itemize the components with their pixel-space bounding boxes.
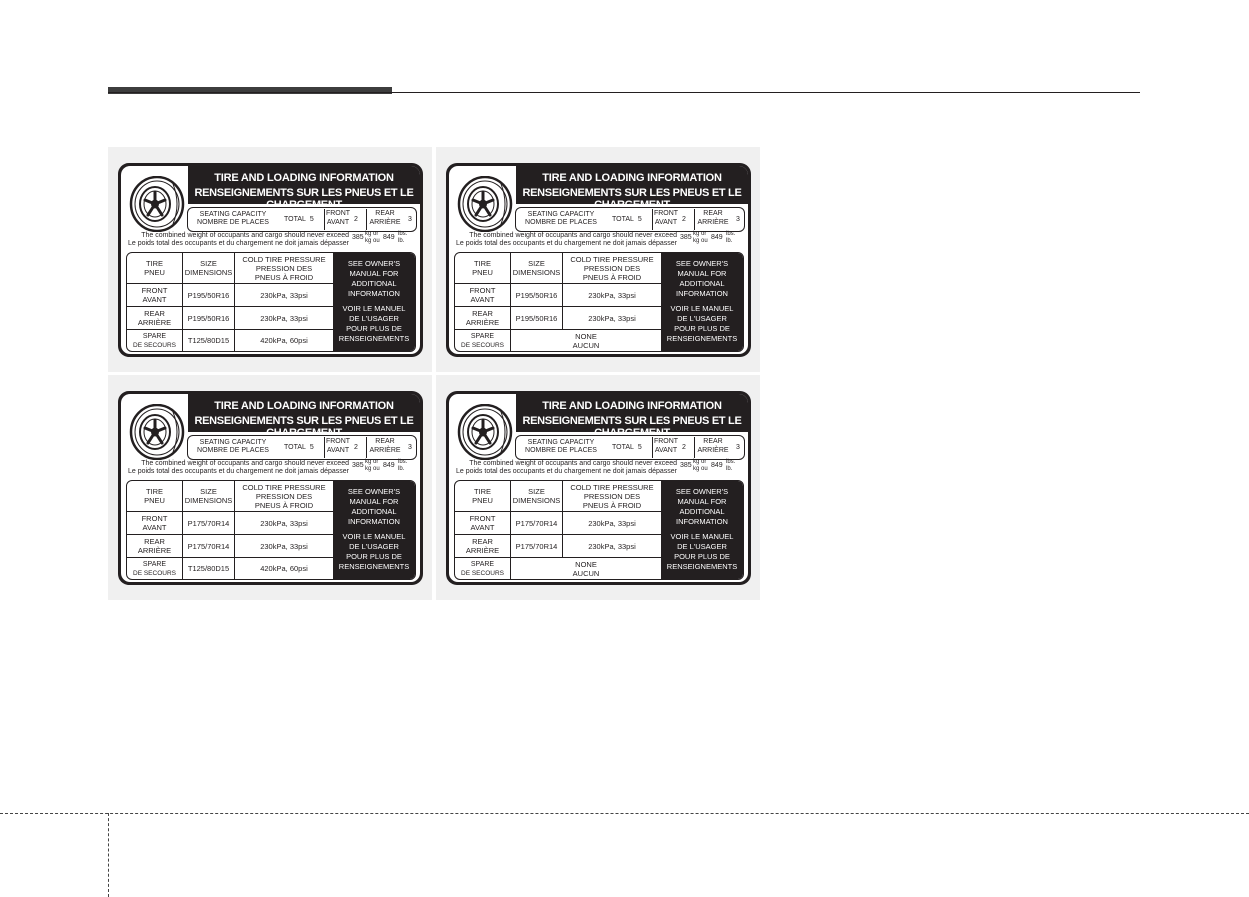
tire-pressure-table: [126, 480, 416, 580]
header-pressure: COLD TIRE PRESSURE PRESSION DES PNEUS À FROID: [562, 481, 661, 511]
spare-none-fr: AUCUN: [572, 340, 600, 350]
seating-total: TOTAL 5: [612, 216, 642, 223]
placard-body: [121, 166, 420, 354]
note-fr-line: RENSEIGNEMENTS: [666, 562, 738, 571]
row-position: [127, 283, 182, 306]
row-position: [455, 283, 510, 306]
weight-kg-unit: kg or kg ou: [365, 459, 380, 472]
header-size: SIZE DIMENSIONS: [510, 253, 562, 283]
row-size: P195/50R16: [510, 283, 562, 306]
title-fr: RENSEIGNEMENTS SUR LES PNEUS ET LE CHARGEMENT: [194, 415, 414, 439]
row-position: [127, 306, 182, 329]
row-position: [455, 511, 510, 534]
row-position-en: REAR: [144, 309, 165, 318]
note-fr-line: RENSEIGNEMENTS: [666, 334, 738, 343]
note-en: [661, 259, 743, 299]
weight-lb-unit: lbs. lb.: [726, 231, 736, 244]
row-position-en: SPARE: [470, 560, 495, 568]
row-position: [127, 511, 182, 534]
tire-wheel-icon: [129, 176, 185, 232]
row-position-fr: ARRIÈRE: [137, 318, 172, 327]
note-fr-line: DE L'USAGER: [677, 314, 727, 323]
note-en-line: INFORMATION: [348, 517, 400, 526]
weight-kg-value: 385: [352, 234, 364, 241]
note-fr: [661, 532, 743, 572]
row-position: [455, 557, 510, 579]
row-size: P175/70R14: [182, 511, 234, 534]
tire-label-panel: [108, 375, 432, 600]
weight-lb-value: 849: [711, 462, 723, 469]
note-fr: [333, 304, 415, 344]
spare-none-fr: AUCUN: [572, 568, 600, 578]
note-fr: [333, 532, 415, 572]
header-tire: TIRE PNEU: [472, 487, 493, 505]
title-fr: RENSEIGNEMENTS SUR LES PNEUS ET LE CHARGEMENT: [194, 187, 414, 211]
row-size: P175/70R14: [510, 534, 562, 557]
row-pressure: 230kPa, 33psi: [234, 283, 333, 306]
placard-title: [188, 394, 420, 439]
note-fr: [661, 304, 743, 344]
header-pressure: COLD TIRE PRESSURE PRESSION DES PNEUS À FROID: [234, 253, 333, 283]
placard-body: [121, 394, 420, 582]
note-fr-line: VOIR LE MANUEL: [342, 304, 406, 313]
tire-loading-placard: [446, 163, 751, 357]
note-fr-line: RENSEIGNEMENTS: [338, 562, 410, 571]
tire-loading-placard: [118, 391, 423, 585]
note-fr-line: POUR PLUS DE: [346, 552, 402, 561]
tire-wheel-icon: [129, 404, 185, 460]
note-fr-line: POUR PLUS DE: [674, 552, 730, 561]
row-position: [127, 534, 182, 557]
note-en: [333, 259, 415, 299]
seating-front-value: 2: [354, 216, 358, 223]
tire-pressure-table: [454, 480, 744, 580]
header-pressure: COLD TIRE PRESSURE PRESSION DES PNEUS À FROID: [234, 481, 333, 511]
row-spare-none: [510, 557, 661, 579]
header-pressure: COLD TIRE PRESSURE PRESSION DES PNEUS À FROID: [562, 253, 661, 283]
seating-rear-label: REAR ARRIÈRE: [366, 437, 403, 458]
note-en-line: INFORMATION: [676, 517, 728, 526]
seating-total: TOTAL 5: [284, 216, 314, 223]
tire-pressure-table: [126, 252, 416, 352]
note-en-line: MANUAL FOR: [349, 269, 399, 278]
row-position-fr: DE SECOURS: [461, 341, 504, 349]
header-rule: [108, 92, 1140, 93]
row-position-fr: AVANT: [142, 523, 167, 532]
row-position-en: REAR: [144, 537, 165, 546]
footer-dashed-rule: [0, 813, 1249, 814]
row-pressure: 230kPa, 33psi: [234, 511, 333, 534]
note-fr-line: VOIR LE MANUEL: [670, 532, 734, 541]
owners-manual-note: [661, 481, 743, 579]
row-position-fr: ARRIÈRE: [465, 546, 500, 555]
row-size: T125/80D15: [182, 329, 234, 351]
note-en-line: MANUAL FOR: [677, 497, 727, 506]
weight-lb-unit: lbs. lb.: [726, 459, 736, 472]
seating-rear-value: 3: [736, 444, 740, 451]
row-pressure: 420kPa, 60psi: [234, 557, 333, 579]
seating-capacity-box: [515, 207, 745, 232]
weight-limit-text: The combined weight of occupants and cargo should never exceed Le poids total des occupants et du chargement ne doit jamais dépasser: [455, 460, 677, 475]
seating-front-label: FRONT AVANT: [652, 437, 679, 458]
note-en-line: SEE OWNER'S: [675, 487, 729, 496]
header-size: SIZE DIMENSIONS: [182, 481, 234, 511]
row-pressure: 230kPa, 33psi: [562, 511, 661, 534]
note-en-line: SEE OWNER'S: [347, 259, 401, 268]
tire-loading-placard: [446, 391, 751, 585]
row-position-en: SPARE: [142, 560, 167, 568]
note-fr-line: VOIR LE MANUEL: [670, 304, 734, 313]
row-pressure: 230kPa, 33psi: [562, 283, 661, 306]
header-tire: TIRE PNEU: [144, 259, 165, 277]
tire-wheel-icon: [457, 176, 513, 232]
note-fr-line: DE L'USAGER: [349, 314, 399, 323]
note-fr-line: RENSEIGNEMENTS: [338, 334, 410, 343]
row-position-fr: ARRIÈRE: [137, 546, 172, 555]
row-position: [455, 306, 510, 329]
row-position: [455, 534, 510, 557]
note-en-line: INFORMATION: [348, 289, 400, 298]
seating-rear-value: 3: [408, 444, 412, 451]
title-en: TIRE AND LOADING INFORMATION: [214, 172, 394, 184]
row-pressure: 230kPa, 33psi: [234, 306, 333, 329]
row-position-fr: DE SECOURS: [461, 569, 504, 577]
spare-none-en: NONE: [575, 559, 597, 569]
row-position: [455, 329, 510, 351]
row-pressure: 420kPa, 60psi: [234, 329, 333, 351]
weight-lb-value: 849: [383, 462, 395, 469]
owners-manual-note: [333, 481, 415, 579]
weight-lb-unit: lbs. lb.: [398, 231, 408, 244]
header-tire: TIRE PNEU: [144, 487, 165, 505]
note-en-line: SEE OWNER'S: [347, 487, 401, 496]
footer-dashed-divider: [108, 813, 109, 897]
seating-front-label: FRONT AVANT: [324, 437, 351, 458]
note-en: [333, 487, 415, 527]
weight-kg-value: 385: [352, 462, 364, 469]
seating-capacity-label: SEATING CAPACITY NOMBRE DE PLACES: [525, 439, 597, 454]
seating-rear-value: 3: [408, 216, 412, 223]
weight-lb-value: 849: [383, 234, 395, 241]
row-size: P195/50R16: [182, 283, 234, 306]
note-fr-line: VOIR LE MANUEL: [342, 532, 406, 541]
note-en-line: ADDITIONAL: [679, 279, 725, 288]
seating-front-label: FRONT AVANT: [324, 209, 351, 230]
header-size: SIZE DIMENSIONS: [510, 481, 562, 511]
row-position-en: SPARE: [470, 332, 495, 340]
placard-title: [516, 166, 748, 211]
weight-limit-text: The combined weight of occupants and cargo should never exceed Le poids total des occupants et du chargement ne doit jamais dépasser: [455, 232, 677, 247]
seating-rear-label: REAR ARRIÈRE: [366, 209, 403, 230]
row-size: P175/70R14: [510, 511, 562, 534]
tire-label-panel: [436, 147, 760, 372]
row-size: P195/50R16: [182, 306, 234, 329]
note-en-line: ADDITIONAL: [351, 507, 397, 516]
row-position-fr: DE SECOURS: [133, 569, 176, 577]
row-position-en: SPARE: [142, 332, 167, 340]
seating-rear-value: 3: [736, 216, 740, 223]
seating-front-value: 2: [682, 444, 686, 451]
row-position-fr: AVANT: [470, 523, 495, 532]
seating-capacity-box: [187, 435, 417, 460]
row-size: P175/70R14: [182, 534, 234, 557]
row-pressure: 230kPa, 33psi: [234, 534, 333, 557]
note-fr-line: POUR PLUS DE: [346, 324, 402, 333]
note-fr-line: POUR PLUS DE: [674, 324, 730, 333]
seating-rear-label: REAR ARRIÈRE: [694, 209, 731, 230]
note-en-line: ADDITIONAL: [679, 507, 725, 516]
row-position-en: REAR: [472, 309, 493, 318]
row-position-fr: DE SECOURS: [133, 341, 176, 349]
row-position-en: FRONT: [469, 514, 496, 523]
row-position-fr: ARRIÈRE: [465, 318, 500, 327]
title-en: TIRE AND LOADING INFORMATION: [542, 400, 722, 412]
row-position-en: FRONT: [469, 286, 496, 295]
seating-front-value: 2: [354, 444, 358, 451]
note-en-line: ADDITIONAL: [351, 279, 397, 288]
weight-limit-text: The combined weight of occupants and cargo should never exceed Le poids total des occupants et du chargement ne doit jamais dépasser: [127, 460, 349, 475]
seating-front-label: FRONT AVANT: [652, 209, 679, 230]
seating-capacity-label: SEATING CAPACITY NOMBRE DE PLACES: [197, 211, 269, 226]
seating-capacity-box: [187, 207, 417, 232]
note-en: [661, 487, 743, 527]
placard-title: [188, 166, 420, 211]
seating-capacity-label: SEATING CAPACITY NOMBRE DE PLACES: [525, 211, 597, 226]
seating-front-value: 2: [682, 216, 686, 223]
note-fr-line: DE L'USAGER: [677, 542, 727, 551]
seating-total: TOTAL 5: [612, 444, 642, 451]
tire-wheel-icon: [457, 404, 513, 460]
weight-lb-value: 849: [711, 234, 723, 241]
note-en-line: INFORMATION: [676, 289, 728, 298]
seating-capacity-label: SEATING CAPACITY NOMBRE DE PLACES: [197, 439, 269, 454]
row-position-en: FRONT: [141, 286, 168, 295]
weight-limit-text: The combined weight of occupants and cargo should never exceed Le poids total des occupants et du chargement ne doit jamais dépasser: [127, 232, 349, 247]
row-pressure: 230kPa, 33psi: [562, 306, 661, 329]
row-position: [127, 557, 182, 579]
note-en-line: MANUAL FOR: [349, 497, 399, 506]
weight-kg-unit: kg or kg ou: [693, 459, 708, 472]
note-en-line: SEE OWNER'S: [675, 259, 729, 268]
note-en-line: MANUAL FOR: [677, 269, 727, 278]
weight-lb-unit: lbs. lb.: [398, 459, 408, 472]
row-size: P195/50R16: [510, 306, 562, 329]
weight-kg-unit: kg or kg ou: [693, 231, 708, 244]
row-position-fr: AVANT: [470, 295, 495, 304]
placard-body: [449, 166, 748, 354]
row-position-en: REAR: [472, 537, 493, 546]
tire-label-panel: [436, 375, 760, 600]
tire-loading-placard: [118, 163, 423, 357]
owners-manual-note: [661, 253, 743, 351]
row-size: T125/80D15: [182, 557, 234, 579]
weight-kg-value: 385: [680, 462, 692, 469]
row-position-fr: AVANT: [142, 295, 167, 304]
weight-kg-unit: kg or kg ou: [365, 231, 380, 244]
row-position-en: FRONT: [141, 514, 168, 523]
title-fr: RENSEIGNEMENTS SUR LES PNEUS ET LE CHARGEMENT: [522, 187, 742, 211]
header-tire: TIRE PNEU: [472, 259, 493, 277]
title-en: TIRE AND LOADING INFORMATION: [214, 400, 394, 412]
row-pressure: 230kPa, 33psi: [562, 534, 661, 557]
row-spare-none: [510, 329, 661, 351]
placard-body: [449, 394, 748, 582]
header-size: SIZE DIMENSIONS: [182, 253, 234, 283]
owners-manual-note: [333, 253, 415, 351]
spare-none-en: NONE: [575, 331, 597, 341]
tire-label-panel: [108, 147, 432, 372]
row-position: [127, 329, 182, 351]
placard-title: [516, 394, 748, 439]
title-en: TIRE AND LOADING INFORMATION: [542, 172, 722, 184]
seating-capacity-box: [515, 435, 745, 460]
seating-rear-label: REAR ARRIÈRE: [694, 437, 731, 458]
note-fr-line: DE L'USAGER: [349, 542, 399, 551]
tire-pressure-table: [454, 252, 744, 352]
seating-total: TOTAL 5: [284, 444, 314, 451]
title-fr: RENSEIGNEMENTS SUR LES PNEUS ET LE CHARGEMENT: [522, 415, 742, 439]
weight-kg-value: 385: [680, 234, 692, 241]
